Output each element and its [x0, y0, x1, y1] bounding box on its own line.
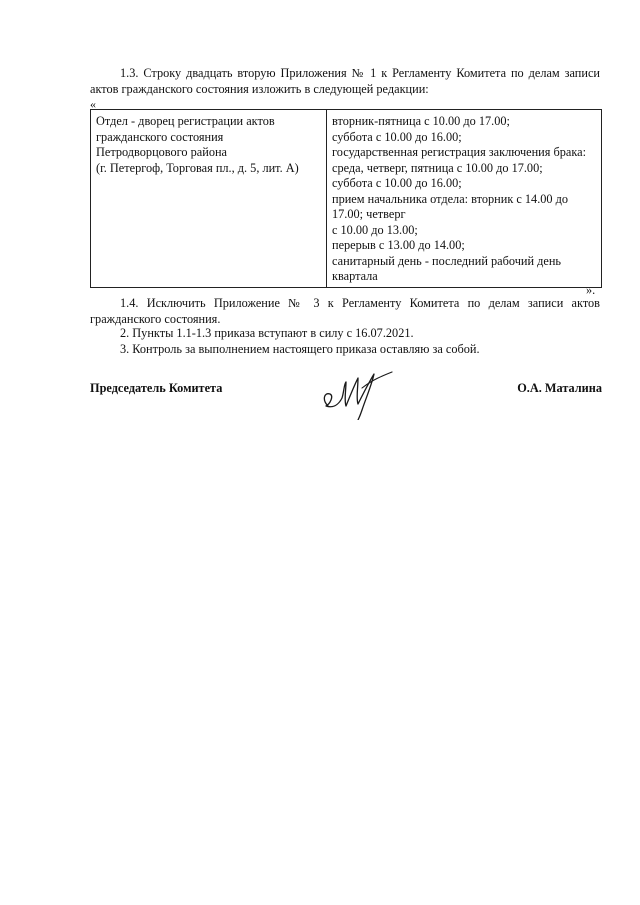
hours-line: с 10.00 до 13.00; [332, 222, 418, 237]
hours-line: перерыв с 13.00 до 14.00; [332, 238, 465, 252]
department-line: Отдел - дворец регистрации актов [96, 114, 275, 128]
signatory-title: Председатель Комитета [90, 381, 223, 395]
schedule-table [90, 109, 602, 288]
closing-quote: ». [586, 283, 596, 297]
paragraph-1-3: 1.3. Строку двадцать вторую Приложения № 1 к Регламенту Комитета по делам записи актов гражданского состояния изложить в следующей редакции: [90, 66, 600, 96]
department-line: Петродворцового района [96, 145, 228, 159]
signatory-name: О.А. Маталина [517, 381, 602, 395]
hours-line: среда, четверг, пятница с 10.00 до 17.00; [332, 160, 543, 175]
opening-quote: « [90, 97, 96, 111]
hours-line: вторник-пятница с 10.00 до 17.00; [332, 114, 510, 128]
hours-line: 17.00; четверг [332, 207, 406, 221]
table-row [91, 110, 602, 288]
hours-line: государственная регистрация заключения брака: [332, 145, 587, 159]
department-cell [91, 110, 327, 288]
handwritten-signature [318, 366, 398, 420]
hours-line: суббота с 10.00 до 16.00; [332, 176, 462, 190]
department-address-line: (г. Петергоф, Торговая пл., д. 5, лит. А) [96, 160, 299, 175]
working-hours-cell [327, 110, 602, 288]
paragraph-1-4: 1.4. Исключить Приложение № 3 к Регламенту Комитета по делам записи актов гражданского состояния. [90, 296, 600, 326]
item-3: 3. Контроль за выполнением настоящего приказа оставляю за собой. [120, 342, 480, 356]
hours-line: суббота с 10.00 до 16.00; [332, 129, 462, 144]
hours-line: квартала [332, 269, 378, 283]
hours-line: прием начальника отдела: вторник с 14.00 до [332, 191, 569, 206]
item-2: 2. Пункты 1.1-1.3 приказа вступают в силу с 16.07.2021. [120, 326, 414, 340]
hours-line: санитарный день - последний рабочий день [332, 253, 562, 268]
department-line: гражданского состояния [96, 129, 224, 144]
